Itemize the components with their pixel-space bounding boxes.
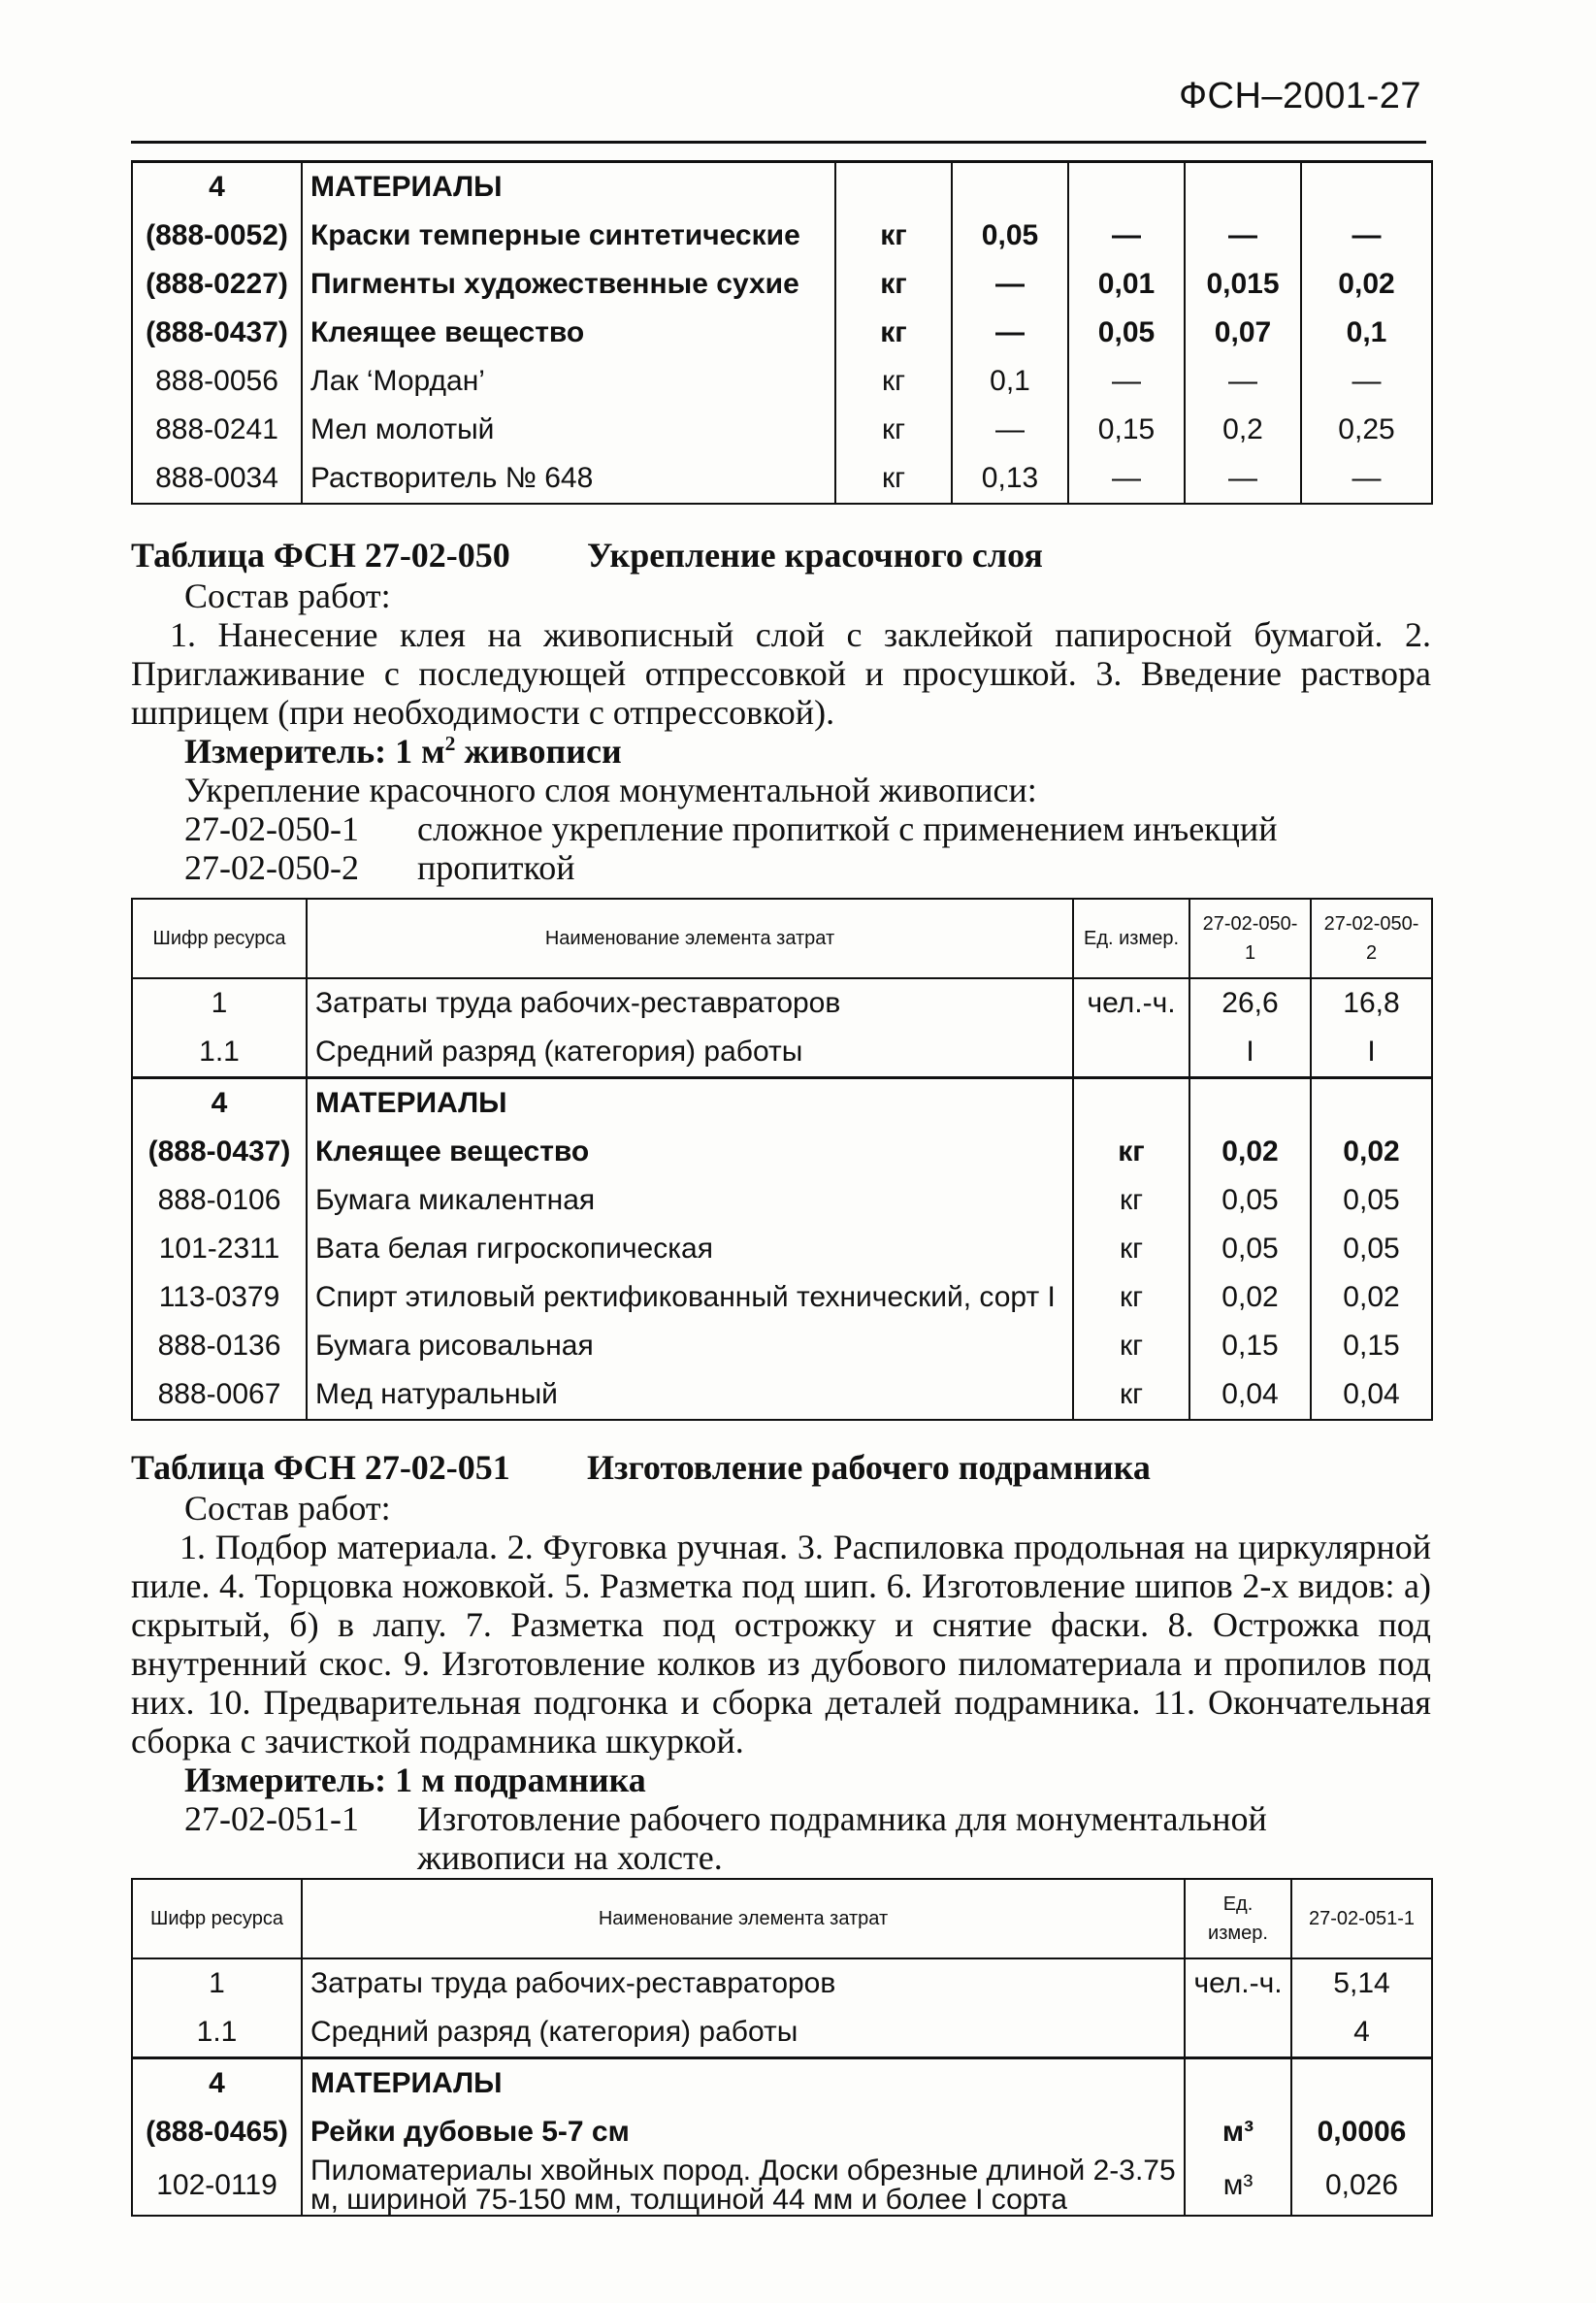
table051-composition-text: 1. Подбор материала. 2. Фуговка ручная. 3. Распиловка продольная на циркулярной пиле. 4. Торцовка ножовкой. 5. Разметка под шип. 6. Изготовление шипов 2-х видов: а) скрытый, б) в лапу. 7. Разметка под острожку и снятие фаски. 8. Острожка под внутренний скос. 9. Изготовление колков из дубового пиломатериала и пропилов под них. 10. Предварительная подгонка и сборка деталей подрамника. 11. Окончательная сборка с зачисткой подрамника шкуркой. bbox=[131, 1528, 1431, 1760]
unit-cell: м³ bbox=[1185, 2156, 1291, 2216]
value-cell: 0,0006 bbox=[1291, 2108, 1432, 2156]
table051-measure: Измеритель: 1 м подрамника bbox=[184, 1760, 646, 1799]
value-cell: 0,05 bbox=[1189, 1176, 1311, 1225]
value-cell: 0,026 bbox=[1291, 2156, 1432, 2216]
value-cell: 0,25 bbox=[1301, 406, 1432, 454]
table050-header-row bbox=[132, 899, 1432, 978]
unit-cell: кг bbox=[835, 260, 952, 309]
unit-cell: кг bbox=[1073, 1273, 1189, 1322]
unit-cell: м³ bbox=[1185, 2108, 1291, 2156]
table-row bbox=[132, 1176, 1432, 1225]
value-cell: 0,02 bbox=[1311, 1273, 1432, 1322]
resource-code-cell: (888-0052) bbox=[132, 212, 302, 260]
unit-cell: кг bbox=[835, 357, 952, 406]
value-cell bbox=[1301, 162, 1432, 213]
item-name-cell: Мел молотый bbox=[302, 406, 835, 454]
item-name-cell: Пиломатериалы хвойных пород. Доски обрезные длиной 2-3.75 м, шириной 75-150 мм, толщиной 44 мм и более I сорта bbox=[302, 2156, 1185, 2216]
table050-measure: Измеритель: 1 $м^2$ живописи bbox=[184, 732, 622, 771]
resource-code-cell: (888-0437) bbox=[132, 1128, 307, 1176]
item-name-cell: Пигменты художественные сухие bbox=[302, 260, 835, 309]
table050-title bbox=[131, 534, 1431, 576]
table-row bbox=[132, 260, 1432, 309]
table-row bbox=[132, 454, 1432, 504]
value-cell: 0,05 bbox=[1189, 1225, 1311, 1273]
resource-code-cell: 4 bbox=[132, 162, 302, 213]
value-cell: 0,02 bbox=[1189, 1273, 1311, 1322]
value-cell: 0,04 bbox=[1311, 1370, 1432, 1420]
table051-code-1: 27-02-051-1 Изготовление рабочего подрамника для монументальной живописи на холсте. bbox=[184, 1799, 1267, 1877]
value-cell: 4 bbox=[1291, 2008, 1432, 2058]
value-cell: 0,05 bbox=[1311, 1176, 1432, 1225]
unit-cell: кг bbox=[1073, 1225, 1189, 1273]
table-top bbox=[131, 160, 1433, 505]
table050-title-name: Укрепление красочного слоя bbox=[587, 536, 1043, 575]
table-row bbox=[132, 1370, 1432, 1420]
item-name-cell: Затраты труда рабочих-реставраторов bbox=[307, 978, 1073, 1028]
table-row bbox=[132, 2058, 1432, 2109]
table-row bbox=[132, 1958, 1432, 2008]
value-cell: 0,07 bbox=[1185, 309, 1301, 357]
item-name-cell: Средний разряд (категория) работы bbox=[302, 2008, 1185, 2058]
resource-code-cell: (888-0465) bbox=[132, 2108, 302, 2156]
value-cell: — bbox=[1301, 212, 1432, 260]
table-row bbox=[132, 1322, 1432, 1370]
value-cell: — bbox=[1068, 357, 1185, 406]
table051-title-code: Таблица ФСН 27-02-051 bbox=[131, 1448, 510, 1487]
item-name-cell: МАТЕРИАЛЫ bbox=[302, 162, 835, 213]
unit-cell bbox=[1185, 2008, 1291, 2058]
unit-cell: кг bbox=[1073, 1176, 1189, 1225]
resource-code-cell: 888-0067 bbox=[132, 1370, 307, 1420]
header-code: Шифр ресурса bbox=[132, 1879, 302, 1958]
value-cell: — bbox=[952, 406, 1068, 454]
table051-composition-label: Состав работ: bbox=[184, 1489, 391, 1528]
value-cell bbox=[952, 162, 1068, 213]
header-rule bbox=[131, 141, 1426, 144]
table-row bbox=[132, 1078, 1432, 1129]
unit-cell bbox=[1185, 2058, 1291, 2109]
value-cell: I bbox=[1311, 1028, 1432, 1078]
header-name: Наименование элемента затрат bbox=[302, 1879, 1185, 1958]
value-cell: — bbox=[1185, 454, 1301, 504]
value-cell bbox=[1291, 2058, 1432, 2109]
value-cell: 0,1 bbox=[952, 357, 1068, 406]
item-name-cell: Клеящее вещество bbox=[302, 309, 835, 357]
unit-cell bbox=[835, 162, 952, 213]
table051 bbox=[131, 1878, 1433, 2217]
value-cell: 0,04 bbox=[1189, 1370, 1311, 1420]
table-row bbox=[132, 2108, 1432, 2156]
unit-cell: кг bbox=[835, 454, 952, 504]
item-name-cell: Лак ‘Мордан’ bbox=[302, 357, 835, 406]
item-name-cell: Спирт этиловый ректификованный технический, сорт I bbox=[307, 1273, 1073, 1322]
header-unit: Ед. измер. bbox=[1185, 1879, 1291, 1958]
resource-code-cell: (888-0227) bbox=[132, 260, 302, 309]
value-cell: 0,15 bbox=[1068, 406, 1185, 454]
unit-cell: кг bbox=[835, 212, 952, 260]
item-name-cell: Бумага рисовальная bbox=[307, 1322, 1073, 1370]
resource-code-cell: 1.1 bbox=[132, 1028, 307, 1078]
table-row bbox=[132, 357, 1432, 406]
header-name: Наименование элемента затрат bbox=[307, 899, 1073, 978]
resource-code-cell: 113-0379 bbox=[132, 1273, 307, 1322]
header-code: Шифр ресурса bbox=[132, 899, 307, 978]
resource-code-cell: 4 bbox=[132, 1078, 307, 1129]
table-row bbox=[132, 2008, 1432, 2058]
value-cell: 0,13 bbox=[952, 454, 1068, 504]
table050-code-2: 27-02-050-2 пропиткой bbox=[184, 848, 575, 887]
value-cell: 0,05 bbox=[1068, 309, 1185, 357]
value-cell: 0,01 bbox=[1068, 260, 1185, 309]
item-name-cell: Мед натуральный bbox=[307, 1370, 1073, 1420]
resource-code-cell: (888-0437) bbox=[132, 309, 302, 357]
unit-cell bbox=[1073, 1078, 1189, 1129]
value-cell: 0,15 bbox=[1189, 1322, 1311, 1370]
value-cell: — bbox=[1068, 212, 1185, 260]
value-cell: 0,02 bbox=[1301, 260, 1432, 309]
value-cell: 5,14 bbox=[1291, 1958, 1432, 2008]
value-cell: 0,02 bbox=[1311, 1128, 1432, 1176]
resource-code-cell: 4 bbox=[132, 2058, 302, 2109]
value-cell: 0,05 bbox=[1311, 1225, 1432, 1273]
value-cell bbox=[1068, 162, 1185, 213]
table-row bbox=[132, 309, 1432, 357]
table051-intro bbox=[131, 1446, 1431, 1877]
header-col-1: 27-02-050-1 bbox=[1189, 899, 1311, 978]
table050-composition-label: Состав работ: bbox=[184, 576, 391, 615]
item-name-cell: Вата белая гигроскопическая bbox=[307, 1225, 1073, 1273]
item-name-cell: Затраты труда рабочих-реставраторов bbox=[302, 1958, 1185, 2008]
value-cell: 0,05 bbox=[952, 212, 1068, 260]
value-cell: 0,15 bbox=[1311, 1322, 1432, 1370]
page-header-code: ФСН–2001-27 bbox=[1179, 76, 1421, 116]
resource-code-cell: 888-0136 bbox=[132, 1322, 307, 1370]
table-row bbox=[132, 2156, 1432, 2216]
value-cell bbox=[1311, 1078, 1432, 1129]
table-row bbox=[132, 1028, 1432, 1078]
item-name-cell: Краски темперные синтетические bbox=[302, 212, 835, 260]
table-row bbox=[132, 162, 1432, 213]
table-row bbox=[132, 212, 1432, 260]
resource-code-cell: 101-2311 bbox=[132, 1225, 307, 1273]
item-name-cell: МАТЕРИАЛЫ bbox=[307, 1078, 1073, 1129]
table050 bbox=[131, 898, 1433, 1421]
value-cell: — bbox=[1068, 454, 1185, 504]
unit-cell: кг bbox=[1073, 1370, 1189, 1420]
item-name-cell: Бумага микалентная bbox=[307, 1176, 1073, 1225]
item-name-cell: Средний разряд (категория) работы bbox=[307, 1028, 1073, 1078]
table-row bbox=[132, 406, 1432, 454]
header-col-1: 27-02-051-1 bbox=[1291, 1879, 1432, 1958]
resource-code-cell: 888-0106 bbox=[132, 1176, 307, 1225]
value-cell: — bbox=[952, 260, 1068, 309]
value-cell bbox=[1189, 1078, 1311, 1129]
value-cell: 0,1 bbox=[1301, 309, 1432, 357]
value-cell bbox=[1185, 162, 1301, 213]
unit-cell: кг bbox=[835, 406, 952, 454]
item-name-cell: МАТЕРИАЛЫ bbox=[302, 2058, 1185, 2109]
value-cell: 0,02 bbox=[1189, 1128, 1311, 1176]
table050-intro-text: Укрепление красочного слоя монументальной живописи: bbox=[184, 771, 1037, 809]
value-cell: I bbox=[1189, 1028, 1311, 1078]
table050-section bbox=[131, 898, 1431, 1421]
resource-code-cell: 1.1 bbox=[132, 2008, 302, 2058]
unit-cell: кг bbox=[835, 309, 952, 357]
value-cell: — bbox=[952, 309, 1068, 357]
unit-cell bbox=[1073, 1028, 1189, 1078]
unit-cell: чел.-ч. bbox=[1185, 1958, 1291, 2008]
unit-cell: кг bbox=[1073, 1322, 1189, 1370]
table051-section bbox=[131, 1878, 1431, 2217]
unit-cell: кг bbox=[1073, 1128, 1189, 1176]
value-cell: 26,6 bbox=[1189, 978, 1311, 1028]
table-row bbox=[132, 1273, 1432, 1322]
item-name-cell: Растворитель № 648 bbox=[302, 454, 835, 504]
table-row bbox=[132, 1225, 1432, 1273]
value-cell: — bbox=[1301, 357, 1432, 406]
table050-code-1: 27-02-050-1 сложное укрепление пропиткой с применением инъекций bbox=[184, 809, 1278, 848]
resource-code-cell: 888-0056 bbox=[132, 357, 302, 406]
resource-code-cell: 888-0034 bbox=[132, 454, 302, 504]
value-cell: 0,015 bbox=[1185, 260, 1301, 309]
table-row bbox=[132, 978, 1432, 1028]
value-cell: 16,8 bbox=[1311, 978, 1432, 1028]
table051-title bbox=[131, 1446, 1431, 1489]
table-row bbox=[132, 1128, 1432, 1176]
value-cell: 0,2 bbox=[1185, 406, 1301, 454]
resource-code-cell: 102-0119 bbox=[132, 2156, 302, 2216]
table-top-section bbox=[131, 160, 1431, 505]
table050-composition-text: 1. Нанесение клея на живописный слой с заклейкой папиросной бумагой. 2. Приглаживание с последующей отпрессовкой и просушкой. 3. Введение раствора шприцем (при необходимости с отпрессовкой). bbox=[131, 615, 1431, 732]
value-cell: — bbox=[1301, 454, 1432, 504]
unit-cell: чел.-ч. bbox=[1073, 978, 1189, 1028]
resource-code-cell: 1 bbox=[132, 1958, 302, 2008]
resource-code-cell: 1 bbox=[132, 978, 307, 1028]
table050-title-code: Таблица ФСН 27-02-050 bbox=[131, 536, 510, 575]
header-unit: Ед. измер. bbox=[1073, 899, 1189, 978]
table050-intro bbox=[131, 534, 1431, 887]
header-col-2: 27-02-050-2 bbox=[1311, 899, 1432, 978]
resource-code-cell: 888-0241 bbox=[132, 406, 302, 454]
value-cell: — bbox=[1185, 357, 1301, 406]
item-name-cell: Рейки дубовые 5-7 см bbox=[302, 2108, 1185, 2156]
value-cell: — bbox=[1185, 212, 1301, 260]
table051-header-row bbox=[132, 1879, 1432, 1958]
item-name-cell: Клеящее вещество bbox=[307, 1128, 1073, 1176]
table051-title-name: Изготовление рабочего подрамника bbox=[587, 1448, 1151, 1487]
